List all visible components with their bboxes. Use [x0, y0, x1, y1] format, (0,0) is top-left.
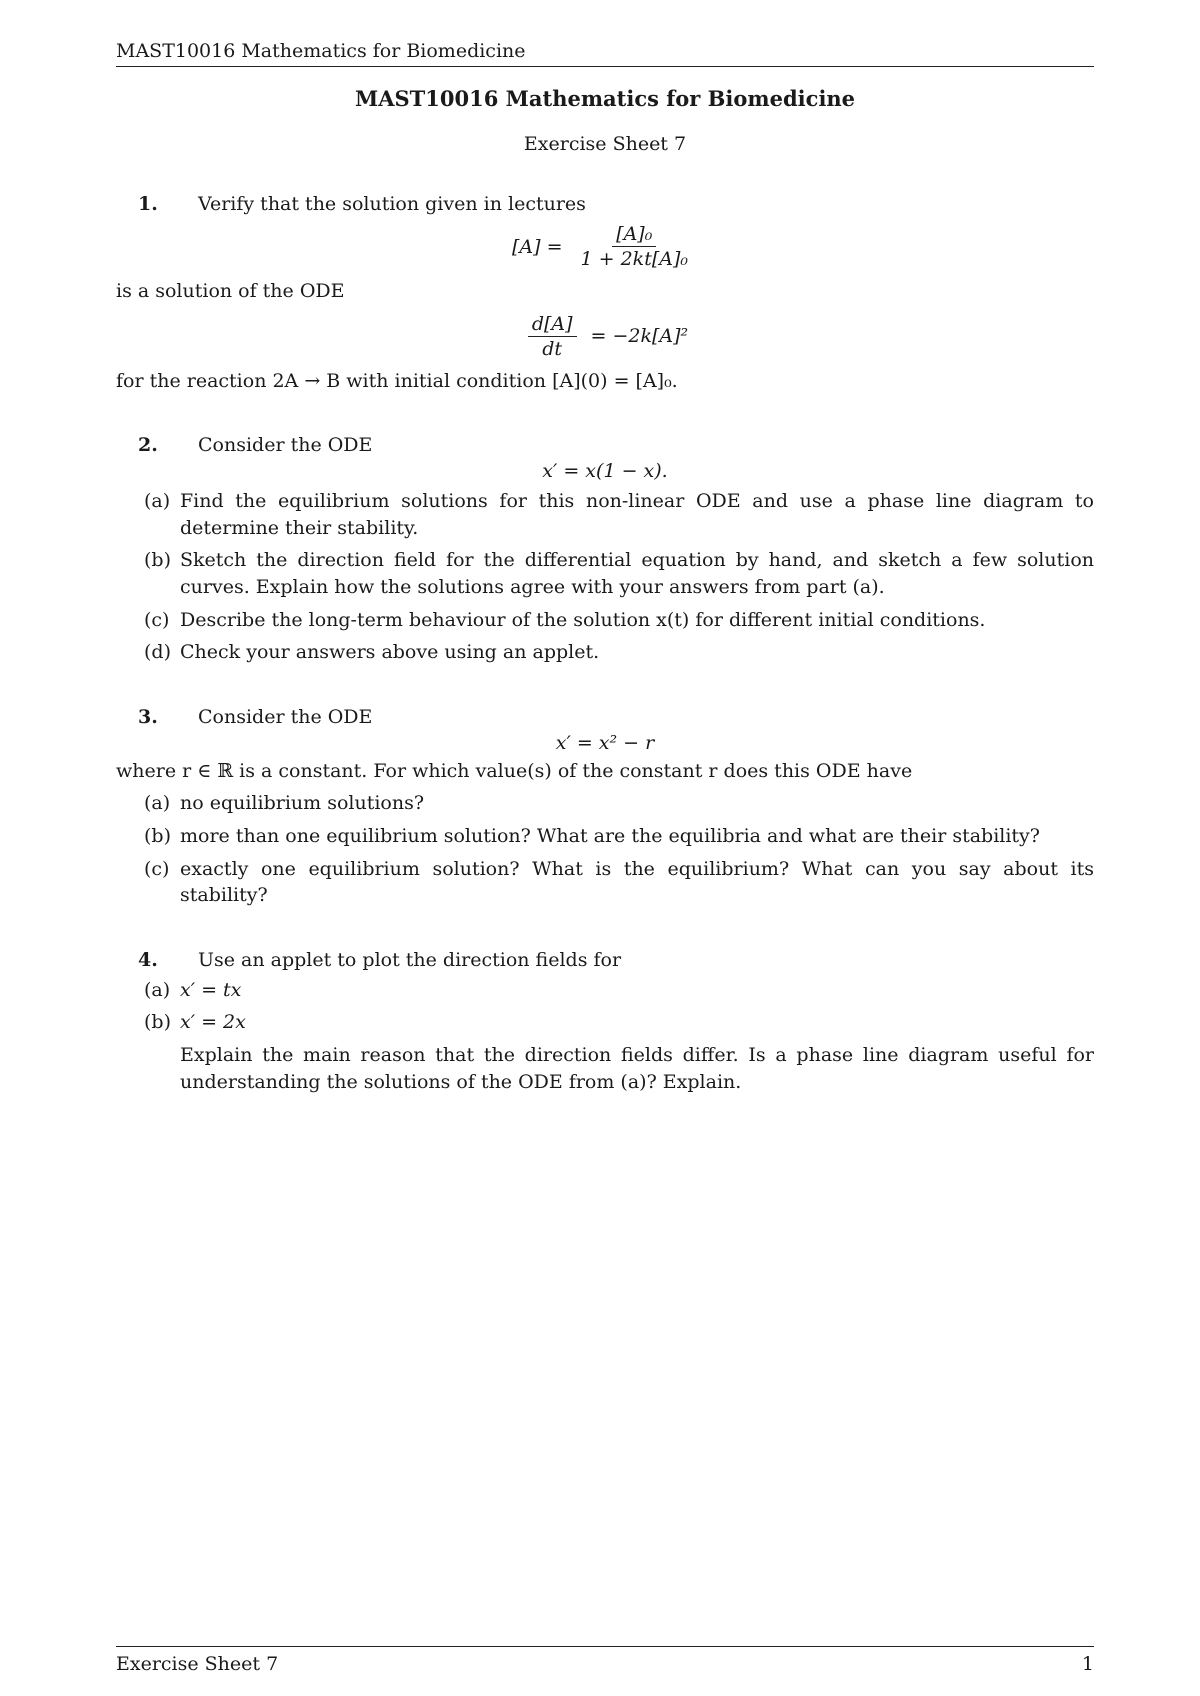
fraction — [528, 313, 577, 360]
sub-question-text: x′ = tx — [180, 978, 242, 1001]
question-text: Consider the ODE — [198, 434, 373, 457]
fraction-numerator: [A]₀ — [612, 223, 656, 247]
sub-question-text: no equilibrium solutions? — [180, 792, 425, 815]
question-number: 1. — [138, 193, 158, 215]
document-subtitle: Exercise Sheet 7 — [523, 133, 687, 155]
fraction-denominator: dt — [542, 337, 563, 360]
sub-question — [116, 547, 1094, 600]
page-number: 1 — [1081, 1653, 1094, 1675]
sub-question-text: Describe the long-term behaviour of the solution x(t) for different initial conditions. — [180, 608, 986, 631]
sub-question-text: Find the equilibrium solutions for this non-linear ODE and use a phase line diagram to determine their stability. — [180, 490, 1094, 539]
footer-title: Exercise Sheet 7 — [116, 1653, 279, 1675]
question-text: Use an applet to plot the direction fields for — [198, 948, 622, 971]
sub-question-label: (a) — [144, 490, 171, 513]
sub-question — [116, 977, 1094, 1004]
fraction-denominator: 1 + 2kt[A]₀ — [580, 248, 688, 270]
equation-lhs: [A] = — [511, 235, 563, 258]
sub-question-label: (a) — [144, 792, 171, 815]
sub-question — [116, 790, 1094, 817]
sub-question — [116, 639, 1094, 666]
question-2 — [116, 434, 1094, 666]
equation-ode — [116, 313, 1094, 360]
sub-question-label: (c) — [144, 857, 170, 880]
body-text: for the reaction 2A → B with initial condition [A](0) = [A]₀. — [116, 369, 678, 392]
sub-question-label: (b) — [144, 824, 171, 847]
sub-question-label: (c) — [144, 608, 170, 631]
fraction-numerator: d[A] — [528, 313, 577, 337]
equation: x′ = x(1 − x). — [542, 460, 668, 483]
sub-question — [116, 823, 1094, 850]
equation: x′ = x² − r — [555, 731, 655, 754]
sub-question — [116, 1009, 1094, 1036]
running-header — [116, 40, 1094, 67]
fraction — [577, 223, 693, 270]
body-text: is a solution of the ODE — [116, 280, 345, 302]
question-text: Consider the ODE — [198, 705, 373, 728]
sub-question-label: (b) — [144, 1011, 171, 1034]
question-1 — [116, 193, 1094, 394]
question-3 — [116, 706, 1094, 909]
document-title: MAST10016 Mathematics for Biomedicine — [354, 86, 856, 111]
running-header-text: MAST10016 Mathematics for Biomedicine — [116, 40, 526, 62]
question-text: Verify that the solution given in lectures — [198, 193, 586, 215]
sub-question-text: exactly one equilibrium solution? What is the equilibrium? What can you say about its stability? — [180, 857, 1094, 907]
body-text: where r ∈ ℝ is a constant. For which value(s) of the constant r does this ODE have — [116, 759, 913, 782]
sub-question-label: (a) — [144, 978, 171, 1001]
body-text: Explain the main reason that the direction fields differ. Is a phase line diagram useful for understanding the solutions of the ODE from (a)? Explain. — [180, 1043, 1094, 1093]
sub-question — [116, 607, 1094, 634]
sub-question — [116, 856, 1094, 909]
sub-question-text: Sketch the direction field for the differential equation by hand, and sketch a few solution curves. Explain how the solutions agree with your answers from part (a). — [180, 549, 1094, 598]
equation-solution — [116, 223, 1094, 270]
question-number: 4. — [138, 948, 158, 971]
running-footer — [116, 1646, 1094, 1675]
sub-question-text: more than one equilibrium solution? What are the equilibria and what are their stability? — [180, 824, 1040, 847]
sub-question-label: (d) — [144, 641, 171, 664]
sub-question-text: x′ = 2x — [180, 1011, 246, 1034]
question-number: 3. — [138, 705, 158, 728]
sub-question-label: (b) — [144, 549, 171, 572]
sub-question-text: Check your answers above using an applet. — [180, 641, 600, 664]
sub-question — [116, 488, 1094, 541]
document-body — [116, 86, 1094, 1095]
equation-rhs: = −2k[A]² — [590, 325, 689, 348]
question-number: 2. — [138, 434, 158, 457]
question-4 — [116, 949, 1094, 1095]
